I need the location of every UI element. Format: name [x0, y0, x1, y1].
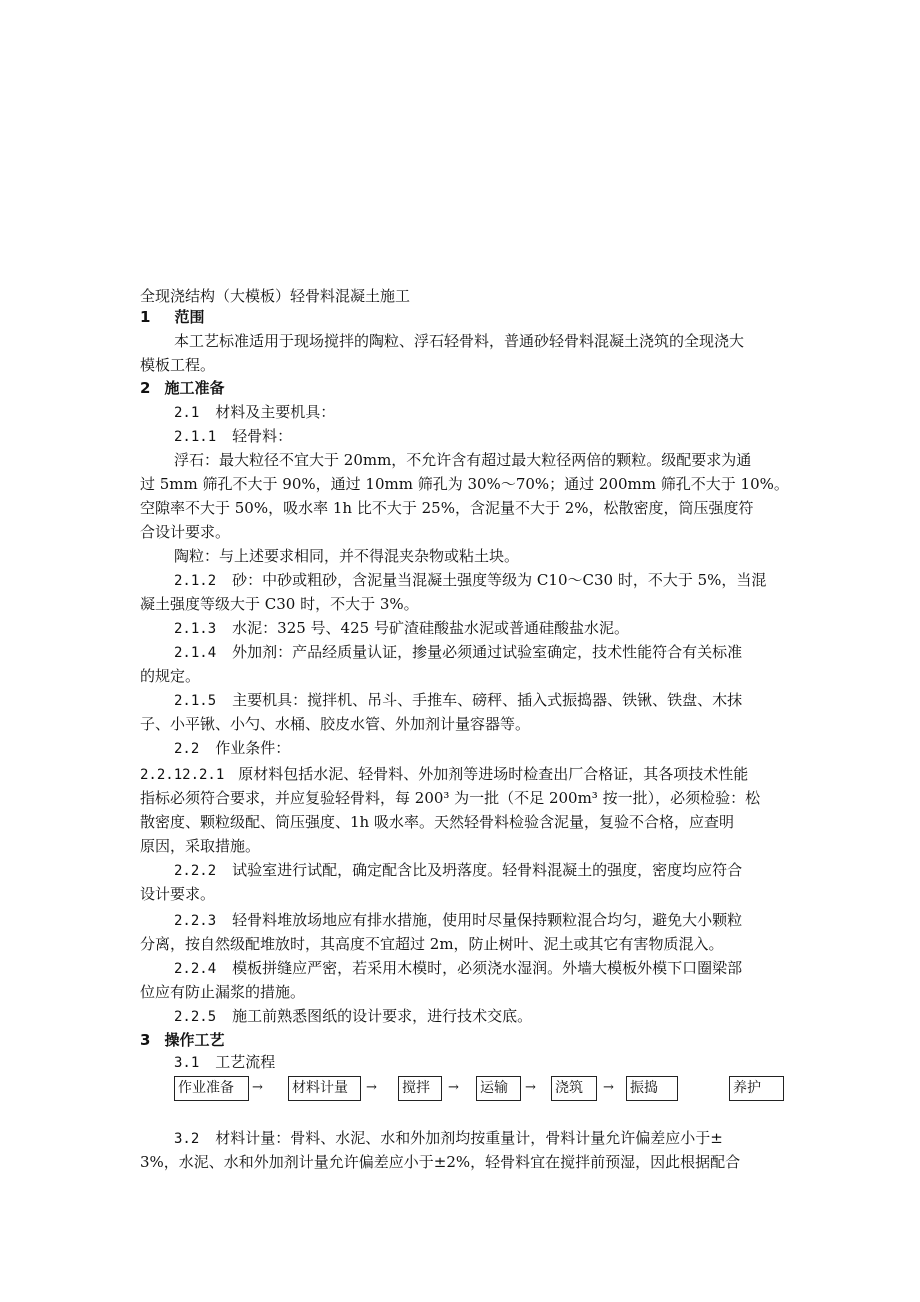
subsection-text: 施工前熟悉图纸的设计要求，进行技术交底。: [232, 1007, 533, 1025]
flow-arrow: →: [366, 1080, 377, 1095]
subsection-text: 材料及主要机具：: [215, 403, 336, 421]
subsection-number: 2.1.3: [174, 621, 217, 637]
paragraph-line: 分离，按自然级配堆放时，其高度不宜超过 2m，防止树叶、泥土或其它有害物质混入。: [140, 935, 724, 953]
subsection-text: 作业条件：: [215, 739, 291, 757]
subsection-number: 2.1: [174, 405, 200, 421]
subsection-number: 2.1.4: [174, 645, 217, 661]
subsection-2-2-4: [174, 958, 742, 979]
subsection-number: 2.2.2: [174, 863, 217, 879]
subsection-number: 2.2.12.2.1: [140, 767, 225, 783]
subsection-2-2-2: [174, 860, 742, 881]
paragraph-line: 凝土强度等级大于 C30 时，不大于 3%。: [140, 595, 419, 613]
subsection-2-1-1: [174, 426, 292, 447]
paragraph-line: 设计要求。: [140, 885, 216, 903]
subsection-3-1: [174, 1052, 275, 1073]
subsection-2-2-3: [174, 910, 742, 931]
section-number: 2: [140, 379, 151, 397]
paragraph-line: 本工艺标准适用于现场搅拌的陶粒、浮石轻骨料，普通砂轻骨料混凝土浇筑的全现浇大: [174, 332, 745, 350]
flow-step-transport: 运输: [476, 1076, 521, 1101]
subsection-2-2-1: [140, 764, 748, 785]
flow-step-vibrating: 振捣: [626, 1076, 678, 1101]
subsection-number: 2.2.4: [174, 961, 217, 977]
subsection-2-1-3: [174, 618, 629, 639]
paragraph-line: 3%，水泥、水和外加剂计量允许偏差应小于±2%，轻骨料宜在搅拌前预湿，因此根据配合: [140, 1153, 741, 1171]
subsection-2-1-5: [174, 690, 742, 711]
subsection-text: 工艺流程: [215, 1053, 276, 1071]
subsection-text: 水泥：325 号、425 号矿渣硅酸盐水泥或普通硅酸盐水泥。: [232, 619, 629, 637]
paragraph-line: 原因，采取措施。: [140, 837, 261, 855]
subsection-2-2: [174, 738, 290, 759]
subsection-text: 外加剂：产品经质量认证，掺量必须通过试验室确定，技术性能符合有关标准: [232, 643, 743, 661]
subsection-text: 轻骨料堆放场地应有排水措施，使用时尽量保持颗粒混合均匀，避免大小颗粒: [232, 911, 743, 929]
subsection-2-1-4: [174, 642, 742, 663]
subsection-2-1: [174, 402, 335, 423]
subsection-number: 2.2.5: [174, 1009, 217, 1025]
flow-step-pouring: 浇筑: [551, 1076, 597, 1101]
document-title: 全现浇结构（大模板）轻骨料混凝土施工: [140, 287, 411, 305]
subsection-number: 2.1.5: [174, 693, 217, 709]
section-title: 施工准备: [164, 379, 225, 397]
subsection-3-2: [174, 1128, 723, 1149]
paragraph-line: 过 5mm 筛孔不大于 90%，通过 10mm 筛孔为 30%～70%；通过 200mm 筛孔不大于 10%。: [140, 475, 789, 493]
subsection-text: 砂：中砂或粗砂，含泥量当混凝土强度等级为 C10～C30 时，不大于 5%，当混: [232, 571, 767, 589]
paragraph-line: 空隙率不大于 50%，吸水率 1h 比不大于 25%，含泥量不大于 2%，松散密度，筒压强度符: [140, 499, 754, 517]
section-1-heading: [140, 307, 204, 327]
paragraph-line: 位应有防止漏浆的措施。: [140, 983, 306, 1001]
subsection-number: 3.2: [174, 1131, 200, 1147]
subsection-text: 模板拼缝应严密，若采用木模时，必须浇水湿润。外墙大模板外模下口圈梁部: [232, 959, 743, 977]
paragraph-line: 模板工程。: [140, 356, 216, 374]
subsection-number: 2.1.2: [174, 573, 217, 589]
paragraph-line: 指标必须符合要求，并应复验轻骨料，每 200³ 为一批（不足 200m³ 按一批），必须检验：松: [140, 789, 761, 807]
paragraph-line: 子、小平锹、小勺、水桶、胶皮水管、外加剂计量容器等。: [140, 715, 531, 733]
subsection-text: 试验室进行试配，确定配含比及坍落度。轻骨料混凝土的强度，密度均应符合: [232, 861, 743, 879]
subsection-number: 2.1.1: [174, 429, 217, 445]
subsection-text: 原材料包括水泥、轻骨料、外加剂等进场时检查出厂合格证，其各项技术性能: [238, 765, 749, 783]
flow-arrow: →: [448, 1080, 459, 1095]
subsection-text: 轻骨料：: [232, 427, 293, 445]
paragraph-line: 合设计要求。: [140, 523, 231, 541]
paragraph-line: 浮石：最大粒径不宜大于 20mm，不允许含有超过最大粒径两倍的颗粒。级配要求为通: [174, 451, 752, 469]
subsection-number: 2.2: [174, 741, 200, 757]
section-2-heading: [140, 378, 224, 398]
flow-step-curing: 养护: [729, 1076, 784, 1101]
paragraph-line: 的规定。: [140, 667, 201, 685]
section-title: 操作工艺: [164, 1031, 225, 1049]
flow-step-mixing: 搅拌: [398, 1076, 442, 1101]
flow-step-preparation: 作业准备: [174, 1076, 249, 1101]
paragraph-line: 陶粒：与上述要求相同，并不得混夹杂物或粘土块。: [174, 547, 520, 565]
subsection-text: 材料计量：骨料、水泥、水和外加剂均按重量计，骨料计量允许偏差应小于±: [215, 1129, 723, 1147]
section-title: 范围: [174, 308, 205, 326]
subsection-number: 3.1: [174, 1055, 200, 1071]
subsection-number: 2.2.3: [174, 913, 217, 929]
flow-step-metering: 材料计量: [288, 1076, 361, 1101]
flow-arrow: →: [525, 1080, 536, 1095]
subsection-2-2-5: [174, 1006, 532, 1027]
subsection-text: 主要机具：搅拌机、吊斗、手推车、磅秤、插入式振捣器、铁锹、铁盘、木抹: [232, 691, 743, 709]
section-number: 1: [140, 308, 151, 326]
flow-arrow: →: [603, 1080, 614, 1095]
section-number: 3: [140, 1031, 151, 1049]
section-3-heading: [140, 1030, 224, 1050]
flow-arrow: →: [252, 1080, 263, 1095]
subsection-2-1-2: [174, 570, 766, 591]
paragraph-line: 散密度、颗粒级配、筒压强度、1h 吸水率。天然轻骨料检验含泥量，复验不合格，应查明: [140, 813, 734, 831]
